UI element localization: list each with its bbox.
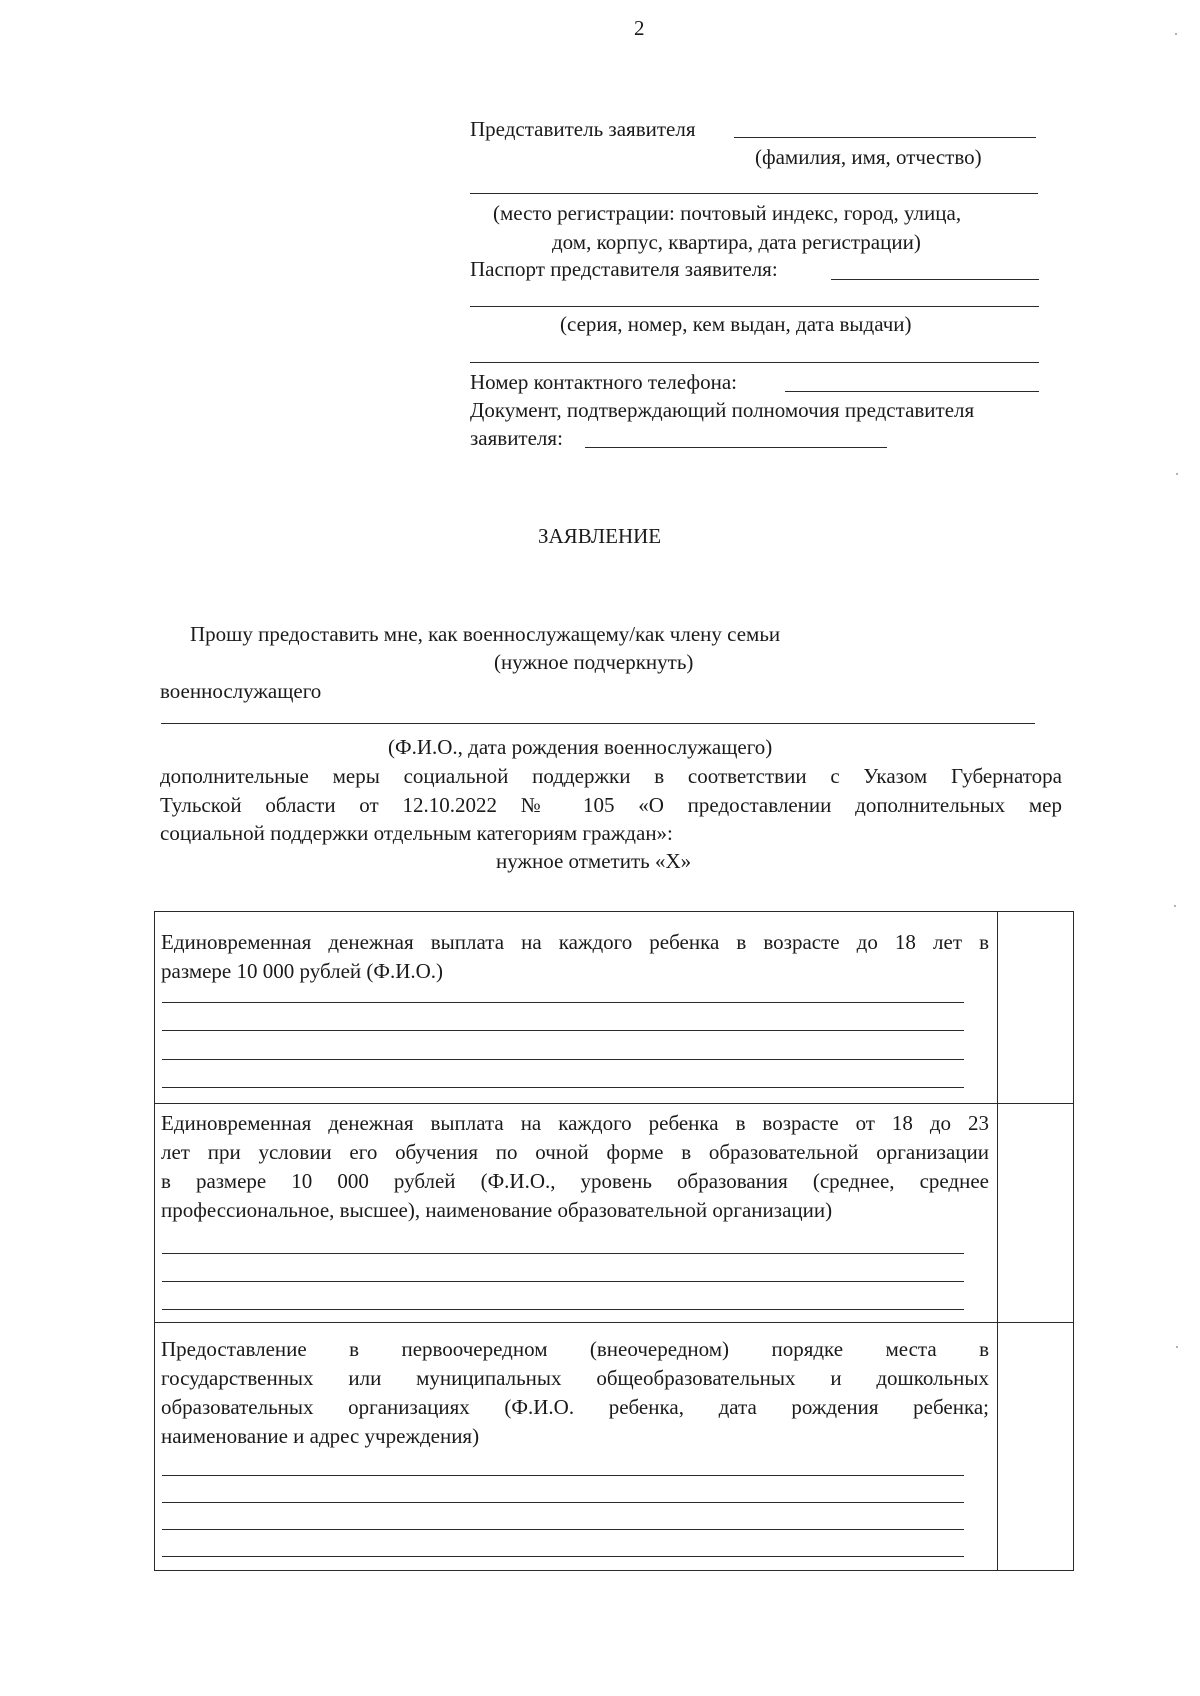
row-2-fill-line-3[interactable] [162,1309,964,1310]
table-row-1-line-2: размере 10 000 рублей (Ф.И.О.) [161,959,444,983]
representative-label: Представитель заявителя [470,117,696,141]
request-line: Прошу предоставить мне, как военнослужащему/как члену семьи [190,622,781,646]
underline-hint: (нужное подчеркнуть) [494,650,694,674]
passport-hint: (серия, номер, кем выдан, дата выдачи) [560,312,912,336]
row-3-fill-line-1[interactable] [162,1475,964,1476]
table-row-3-line-1: Предоставление в первоочередном (внеочередном) порядке места в [161,1337,989,1361]
table-row-divider-1 [155,1103,1073,1104]
row-1-fill-line-3[interactable] [162,1059,964,1060]
scan-speck [1175,33,1177,35]
representative-name-hint: (фамилия, имя, отчество) [755,145,982,169]
authority-doc-line [585,447,887,448]
row-3-fill-line-3[interactable] [162,1529,964,1530]
table-row-3-line-4: наименование и адрес учреждения) [161,1424,480,1448]
table-row-3-checkbox[interactable] [998,1322,1073,1570]
scan-speck [1176,473,1178,475]
address-hint-line1: (место регистрации: почтовый индекс, город, улица, [493,201,962,225]
table-row-2-line-3: в размере 10 000 рублей (Ф.И.О., уровень образования (среднее, среднее [161,1169,989,1193]
row-2-fill-line-1[interactable] [162,1253,964,1254]
address-hint-line2: дом, корпус, квартира, дата регистрации) [552,230,921,254]
authority-doc-line2: заявителя: [470,426,563,450]
representative-name-line [734,137,1036,138]
page-title: ЗАЯВЛЕНИЕ [538,524,662,548]
table-row-1-line-1: Единовременная денежная выплата на каждого ребенка в возрасте до 18 лет в [161,930,989,954]
row-3-fill-line-2[interactable] [162,1502,964,1503]
measures-line2: Тульской области от 12.10.2022 № 105 «О предоставлении дополнительных мер [160,793,1062,817]
scan-speck [1176,1346,1178,1348]
table-row-3-text [161,1335,989,1451]
table-row-3-line-2: государственных или муниципальных общеобразовательных и дошкольных [161,1366,989,1390]
row-1-fill-line-1[interactable] [162,1002,964,1003]
passport-line-3 [470,362,1039,363]
row-1-fill-line-4[interactable] [162,1087,964,1088]
passport-label: Паспорт представителя заявителя: [470,257,778,281]
table-row-2-checkbox[interactable] [998,1103,1073,1322]
table-row-2-line-2: лет при условии его обучения по очной форме в образовательной организации [161,1140,989,1164]
row-2-fill-line-2[interactable] [162,1281,964,1282]
passport-line-2 [470,306,1039,307]
serviceman-line [161,723,1035,724]
authority-doc-line1: Документ, подтверждающий полномочия представителя [470,398,975,422]
table-row-3-line-3: образовательных организациях (Ф.И.О. ребенка, дата рождения ребенка; [161,1395,989,1419]
table-row-1-text [161,928,989,986]
measures-table [154,911,1074,1571]
table-row-2-text [161,1109,989,1225]
phone-line [785,391,1039,392]
table-row-2-line-4: профессиональное, высшее), наименование образовательной организации) [161,1198,833,1222]
table-row-2-line-1: Единовременная денежная выплата на каждого ребенка в возрасте от 18 до 23 [161,1111,989,1135]
table-row-divider-2 [155,1322,1073,1323]
row-3-fill-line-4[interactable] [162,1556,964,1557]
phone-label: Номер контактного телефона: [470,370,737,394]
row-1-fill-line-2[interactable] [162,1030,964,1031]
serviceman-word: военнослужащего [160,679,322,703]
table-row-1-checkbox[interactable] [998,912,1073,1103]
address-line [470,193,1038,194]
measures-line1: дополнительные меры социальной поддержки в соответствии с Указом Губернатора [160,764,1062,788]
passport-line-1 [831,279,1039,280]
mark-hint: нужное отметить «Х» [496,849,692,873]
measures-line3: социальной поддержки отдельным категориям граждан»: [160,821,673,845]
scan-speck [1174,905,1176,907]
serviceman-hint: (Ф.И.О., дата рождения военнослужащего) [388,735,773,759]
page-number: 2 [634,16,645,40]
